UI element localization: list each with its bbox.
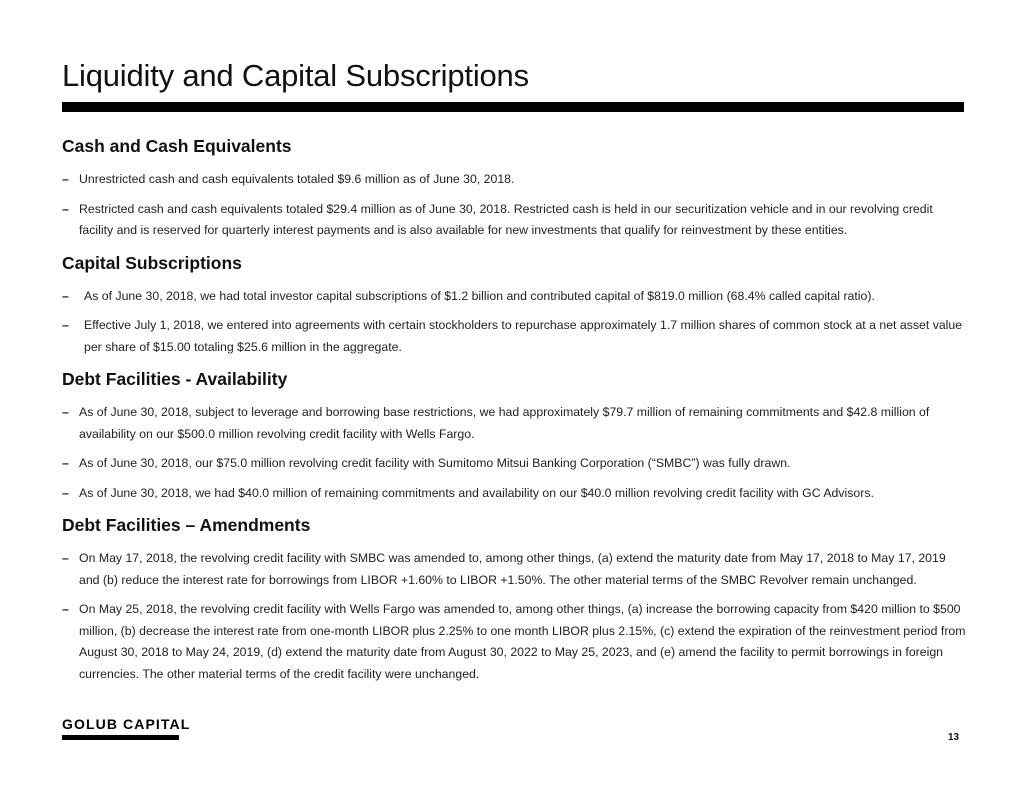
dash-bullet-icon: –: [62, 288, 69, 303]
logo-underline-bar: [62, 735, 179, 740]
item-text: As of June 30, 2018, subject to leverage and borrowing base restrictions, we had approximately $79.7 million of remaining commitments and $42.8 million of availability on our $500.0 million revolving credit facility with Wells Fargo.: [79, 405, 930, 441]
list-item: [62, 199, 967, 242]
section-cash: [62, 133, 967, 242]
dash-bullet-icon: –: [62, 318, 69, 332]
section-heading: Capital Subscriptions: [62, 252, 242, 273]
dash-bullet-icon: –: [62, 201, 69, 216]
dash-bullet-icon: –: [62, 485, 69, 500]
item-text: As of June 30, 2018, we had $40.0 million of remaining commitments and availability on our $40.0 million revolving credit facility with GC Advisors.: [79, 485, 874, 500]
list-item: [62, 548, 967, 591]
item-text: On May 25, 2018, the revolving credit facility with Wells Fargo was amended to, among other things, (a) increase the borrowing capacity from $420 million to $500 million, (b) decrease the interest rate from one-month LIBOR plus 2.25% to one month LIBOR plus 2.15%, (c) extend the expiration of the reinvestment period from August 30, 2018 to May 24, 2019, (d) extend the maturity date from August 30, 2022 to May 25, 2023, and (e) amend the facility to permit borrowings in foreign currencies. The other material terms of the credit facility were unchanged.: [79, 602, 966, 681]
list-item: [62, 286, 967, 308]
golub-capital-logo: GOLUB CAPITAL: [62, 716, 191, 732]
item-text: On May 17, 2018, the revolving credit facility with SMBC was amended to, among other things, (a) extend the maturity date from May 17, 2018 to May 17, 2019 and (b) reduce the interest rate for borrowings from LIBOR +1.60% to LIBOR +1.50%. The other material terms of the SMBC Revolver remain unchanged.: [79, 551, 946, 587]
dash-bullet-icon: –: [62, 405, 69, 419]
item-text: Restricted cash and cash equivalents totaled $29.4 million as of June 30, 2018. Restricted cash is held in our securitization vehicle and in our revolving credit facility and is reserved for quarterly interest payments and is also available for new investments that qualify for reinvestment by these entities.: [79, 201, 933, 237]
title-rule: [62, 102, 964, 112]
item-text: As of June 30, 2018, we had total investor capital subscriptions of $1.2 billion and contributed capital of $819.0 million (68.4% called capital ratio).: [84, 288, 875, 303]
item-text: As of June 30, 2018, our $75.0 million revolving credit facility with Sumitomo Mitsui Banking Corporation (“SMBC”) was fully drawn.: [79, 456, 791, 470]
section-debt-amendments: [62, 512, 967, 685]
section-heading: Debt Facilities - Availability: [62, 369, 288, 389]
list-item: [62, 315, 967, 358]
page-number: 13: [948, 732, 960, 743]
dash-bullet-icon: –: [62, 456, 69, 470]
content: [62, 133, 967, 693]
list-item: [62, 169, 967, 191]
item-text: Effective July 1, 2018, we entered into agreements with certain stockholders to repurchase approximately 1.7 million shares of common stock at a net asset value per share of $15.00 totaling $25.6 million in the aggregate.: [84, 318, 963, 354]
dash-bullet-icon: –: [62, 551, 69, 565]
item-text: Unrestricted cash and cash equivalents totaled $9.6 million as of June 30, 2018.: [79, 172, 515, 186]
section-debt-availability: [62, 366, 967, 504]
dash-bullet-icon: –: [62, 172, 69, 186]
list-item: [62, 453, 967, 475]
list-item: [62, 599, 967, 685]
section-heading: Cash and Cash Equivalents: [62, 136, 292, 156]
list-item: [62, 483, 967, 505]
section-heading: Debt Facilities – Amendments: [62, 515, 311, 535]
dash-bullet-icon: –: [62, 602, 69, 616]
page-title: Liquidity and Capital Subscriptions: [62, 58, 529, 93]
section-capital-subscriptions: [62, 250, 967, 359]
list-item: [62, 402, 967, 445]
